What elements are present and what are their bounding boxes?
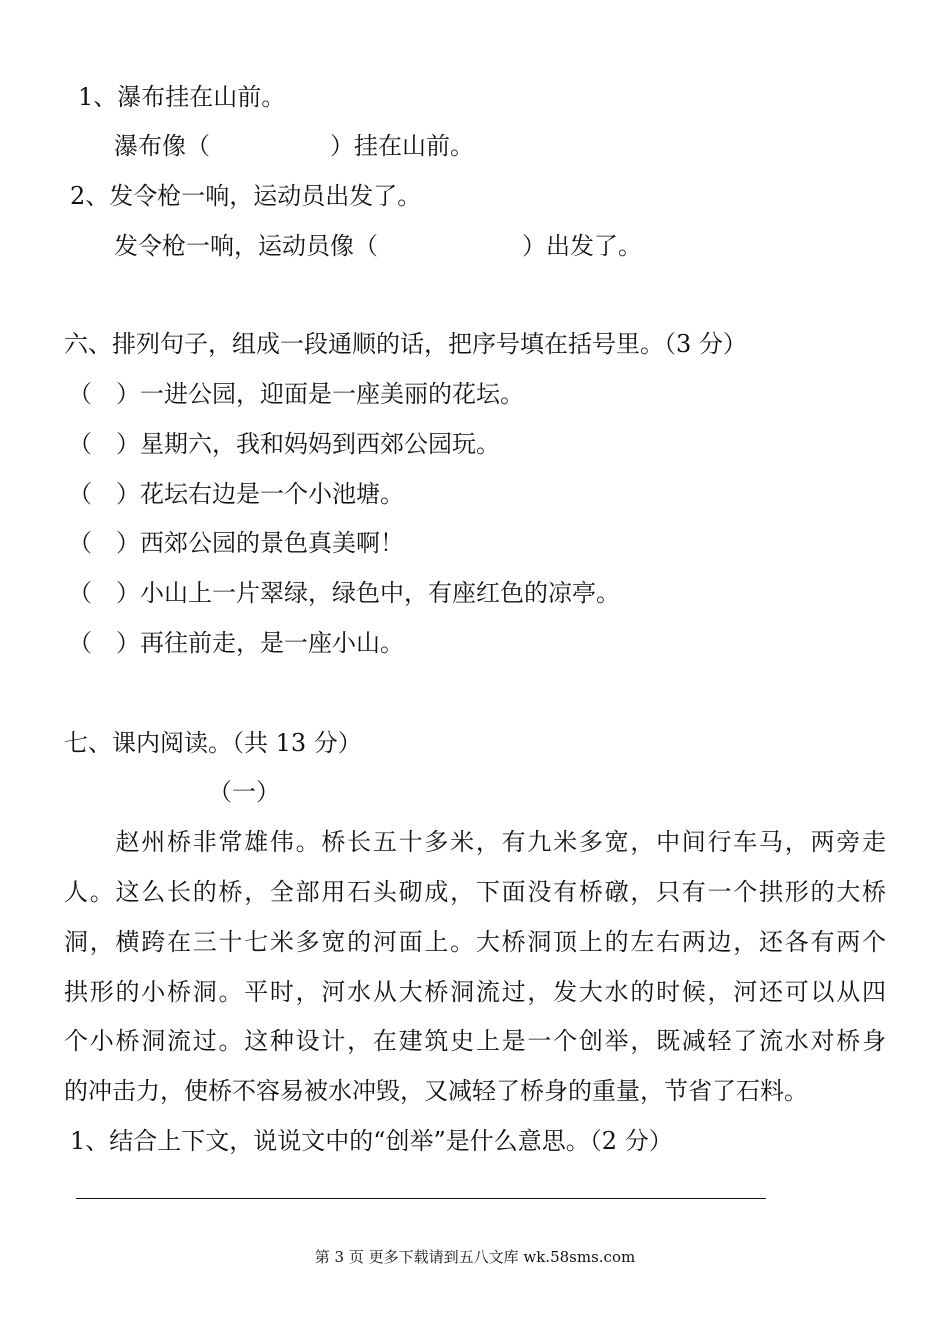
question-2-sentence: 2、发令枪一响，运动员出发了。 bbox=[70, 182, 422, 210]
passage-line: 个小桥洞流过。这种设计，在建筑史上是一个创举，既减轻了流水对桥身 bbox=[64, 1027, 886, 1055]
passage-line: 洞，横跨在三十七米多宽的河面上。大桥洞顶上的左右两边，还各有两个 bbox=[64, 928, 886, 956]
ordering-item: （ ）星期六，我和妈妈到西郊公园玩。 bbox=[68, 430, 500, 458]
question-1-fill-in: 瀑布像（ ）挂在山前。 bbox=[114, 132, 474, 160]
ordering-item: （ ）西郊公园的景色真美啊！ bbox=[68, 529, 404, 557]
question-2-fill-in: 发令枪一响，运动员像（ ）出发了。 bbox=[114, 232, 642, 260]
passage-line: 拱形的小桥洞。平时，河水从大桥洞流过，发大水的时候，河还可以从四 bbox=[64, 978, 886, 1006]
ordering-item: （ ）小山上一片翠绿，绿色中，有座红色的凉亭。 bbox=[68, 579, 620, 607]
reading-part-label: （一） bbox=[208, 778, 280, 806]
reading-question-1: 1、结合上下文，说说文中的“创举”是什么意思。（2 分） bbox=[70, 1127, 673, 1155]
question-1-sentence: 1、瀑布挂在山前。 bbox=[78, 83, 286, 111]
section-6-heading: 六、排列句子，组成一段通顺的话，把序号填在括号里。（3 分） bbox=[64, 330, 747, 358]
passage-line: 赵州桥非常雄伟。桥长五十多米，有九米多宽，中间行车马，两旁走 bbox=[64, 828, 886, 856]
ordering-item: （ ）花坛右边是一个小池塘。 bbox=[68, 480, 404, 508]
passage-line: 的冲击力，使桥不容易被水冲毁，又减轻了桥身的重量，节省了石料。 bbox=[64, 1077, 808, 1105]
answer-line[interactable] bbox=[76, 1198, 766, 1199]
ordering-item: （ ）一进公园，迎面是一座美丽的花坛。 bbox=[68, 380, 524, 408]
passage-line: 人。这么长的桥，全部用石头砌成，下面没有桥礅，只有一个拱形的大桥 bbox=[64, 878, 886, 906]
section-7-heading: 七、课内阅读。（共 13 分） bbox=[64, 729, 362, 757]
ordering-item: （ ）再往前走，是一座小山。 bbox=[68, 629, 404, 657]
page-footer: 第 3 页 更多下载请到五八文库 wk.58sms.com bbox=[314, 1248, 636, 1266]
